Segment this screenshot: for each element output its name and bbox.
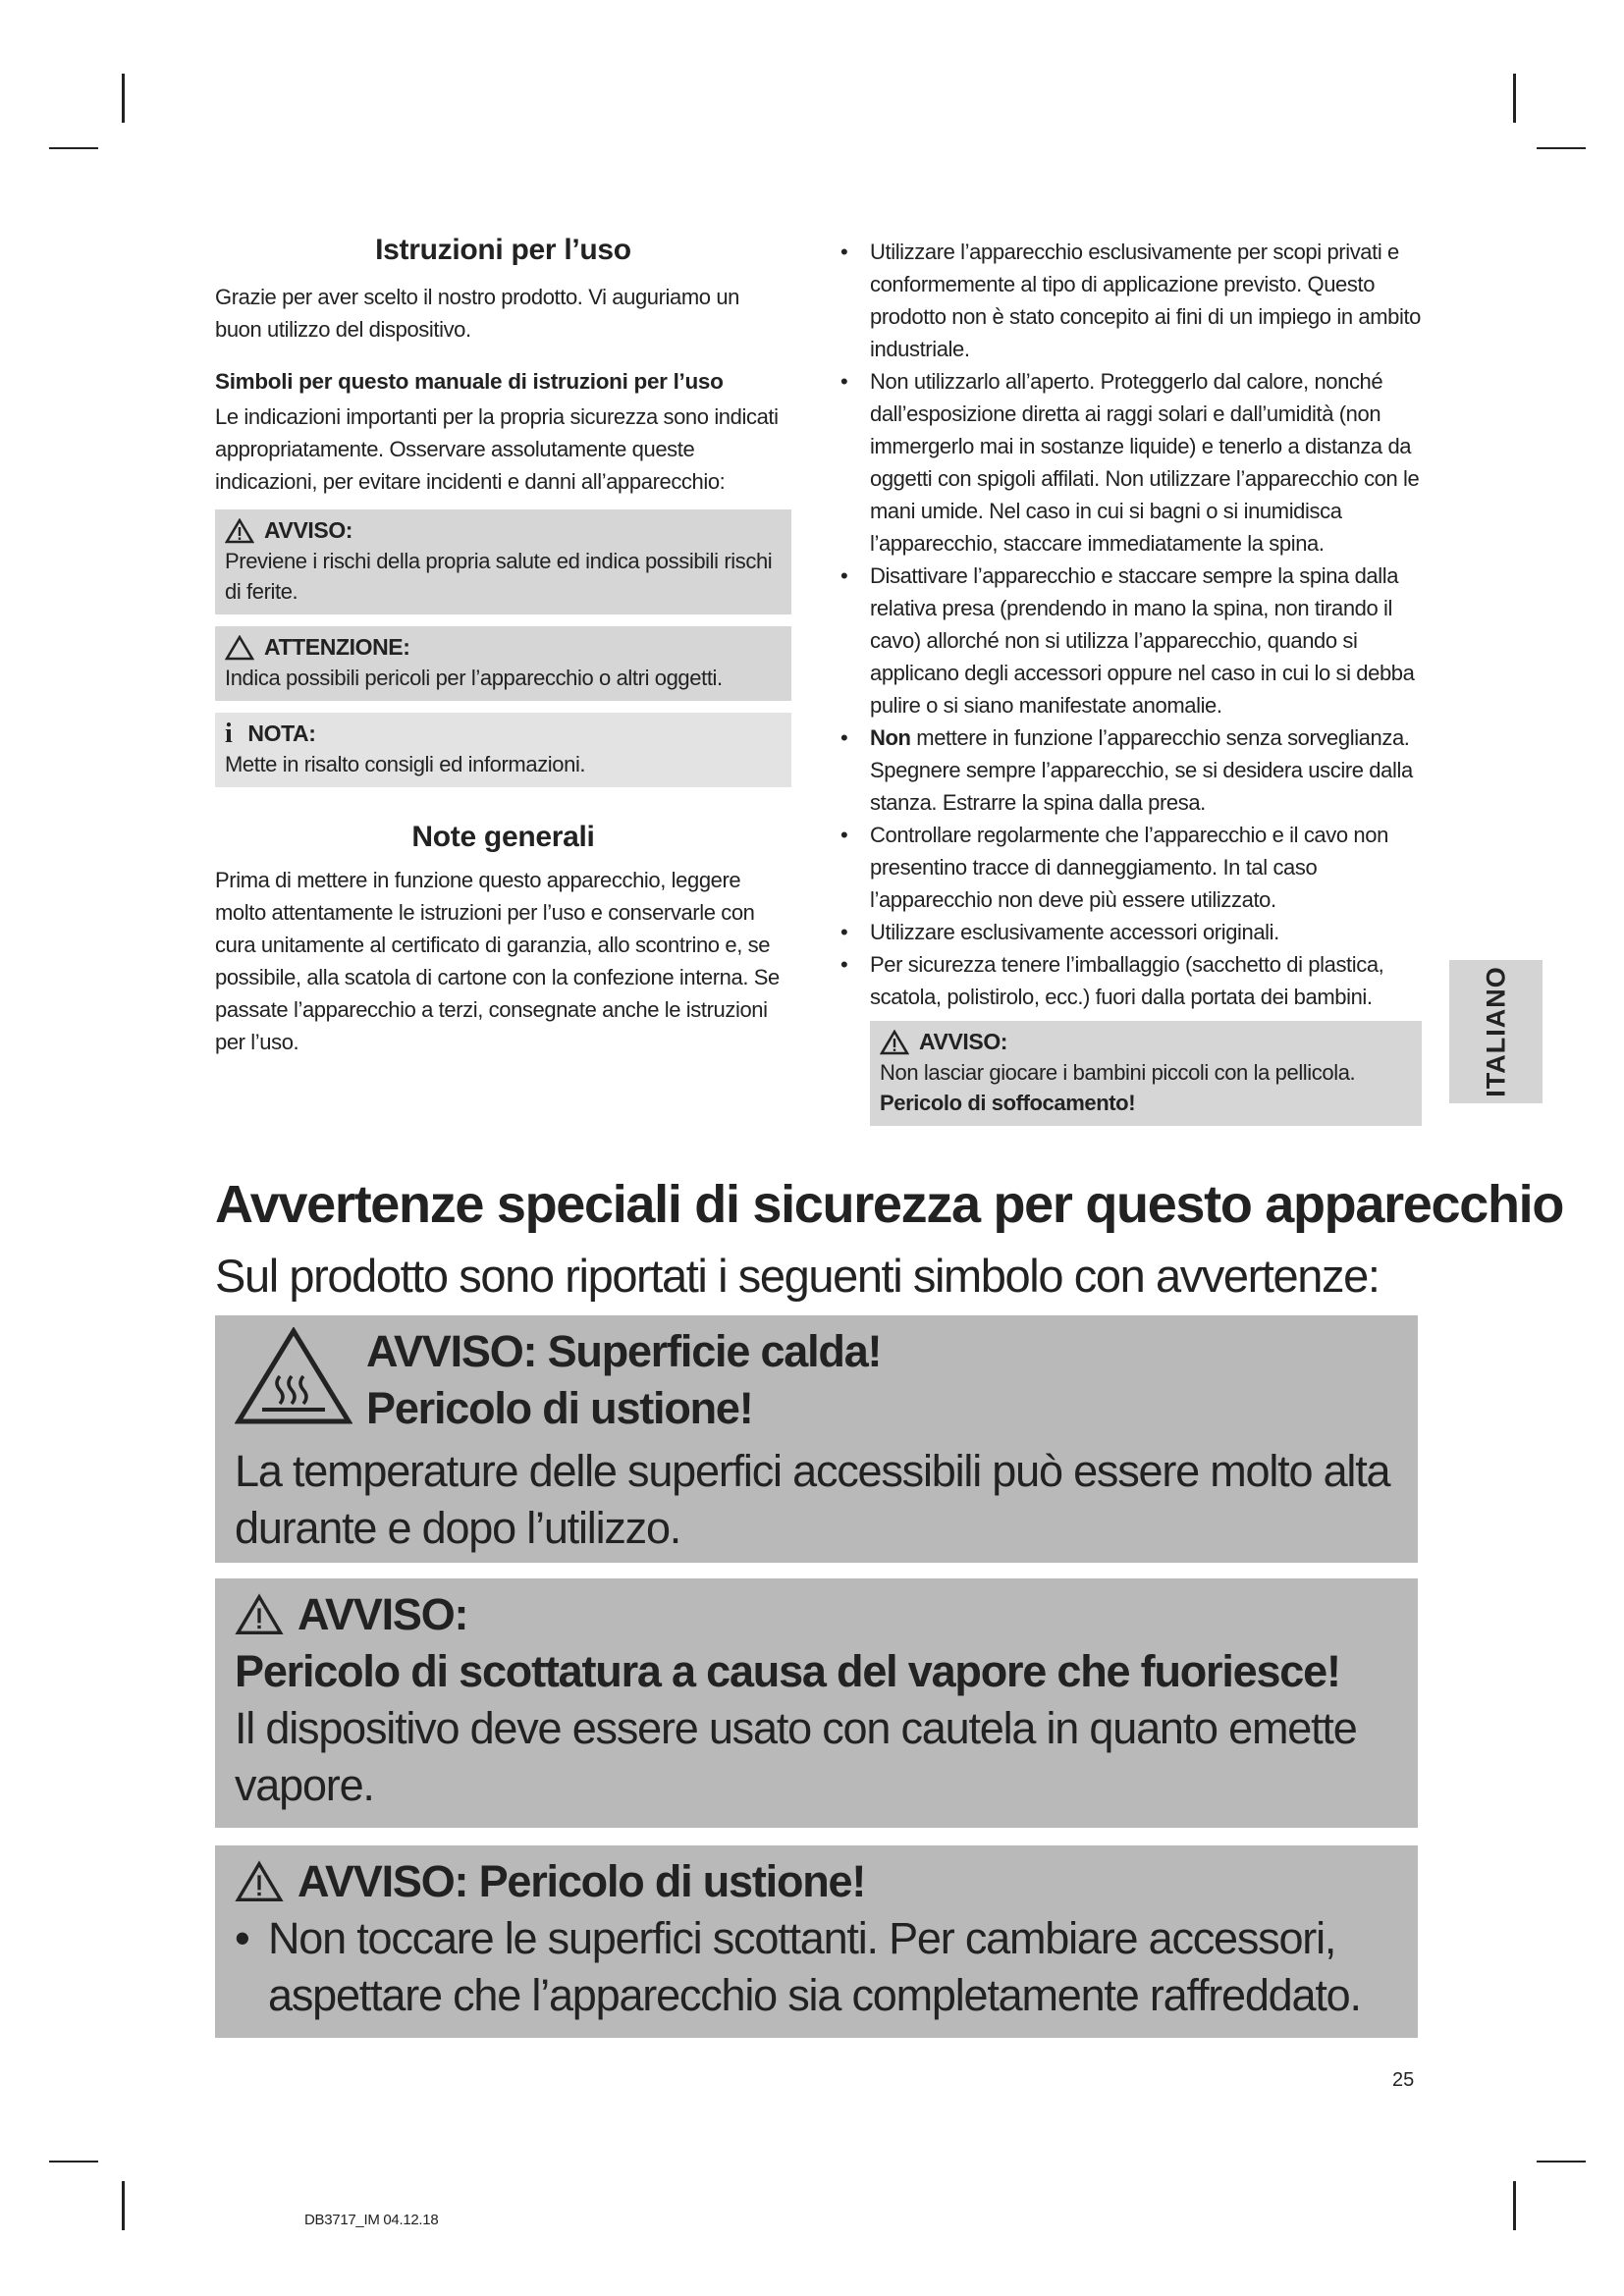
caution-icon	[225, 635, 254, 661]
language-tab-label: ITALIANO	[1481, 966, 1510, 1097]
warning-icon	[225, 518, 254, 544]
list-item: • Non utilizzarlo all’aperto. Proteggerlo dal calore, nonché dall’esposizione diretta ai raggi solari e dall’umidità (non immergerlo mai in sostanze liquide) e tenerlo a distanza da oggetti con spigoli affilati. Non utilizzare l’apparecchio con le mani umide. Nel caso in cui si bagni o si inumidisca l’apparecchio, staccare immediatamente la spina.	[833, 365, 1422, 560]
nota-title: NOTA:	[247, 721, 316, 746]
page-number: 25	[1392, 2069, 1415, 2091]
children-warning-text: Non lasciar giocare i bambini piccoli con la pellicola.	[880, 1060, 1356, 1085]
nota-text: Mette in risalto consigli ed informazioni.	[225, 752, 586, 776]
crop-mark	[1513, 2181, 1516, 2230]
list-item: • Utilizzare esclusivamente accessori originali.	[833, 916, 1422, 948]
burn-warning-item	[235, 1910, 1398, 2024]
hot-surface-subtitle: Pericolo di ustione!	[366, 1383, 753, 1433]
attenzione-text: Indica possibili pericoli per l’apparecchio o altri oggetti.	[225, 666, 723, 690]
steam-warning-subtitle: Pericolo di scottatura a causa del vapore che fuoriesce!	[235, 1646, 1340, 1696]
children-warning-title: AVVISO:	[919, 1029, 1008, 1054]
steam-warning-text: Il dispositivo deve essere usato con cautela in quanto emette vapore.	[235, 1703, 1357, 1810]
warning-icon	[235, 1860, 284, 1903]
burn-warning-title: AVVISO: Pericolo di ustione!	[298, 1856, 866, 1906]
avviso-text: Previene i rischi della propria salute ed indica possibili rischi di ferite.	[225, 549, 773, 604]
children-warning-box	[870, 1021, 1422, 1126]
list-item	[833, 721, 1422, 819]
hot-surface-box	[215, 1315, 1418, 1563]
special-warnings-subtitle: Sul prodotto sono riportati i seguenti simbolo con avvertenze:	[215, 1250, 1380, 1302]
attenzione-title: ATTENZIONE:	[264, 634, 410, 660]
steam-warning-title: AVVISO:	[298, 1589, 468, 1639]
avviso-title: AVVISO:	[264, 517, 353, 543]
nota-box	[215, 713, 791, 787]
list-item: • Utilizzare l’apparecchio esclusivamente per scopi privati e conformemente al tipo di applicazione previsto. Questo prodotto non è stato concepito ai fini di un impiego in ambito industriale.	[833, 236, 1422, 365]
bold-word: Non	[870, 725, 911, 750]
crop-mark	[1537, 2161, 1586, 2163]
symbols-heading: Simboli per questo manuale di istruzioni per l’uso	[215, 369, 724, 394]
crop-mark	[49, 147, 98, 149]
footer-code: DB3717_IM 04.12.18	[304, 2212, 439, 2228]
list-item-text: mettere in funzione l’apparecchio senza sorveglianza. Spegnere sempre l’apparecchio, se si desidera uscire dalla stanza. Estrarre la spina dalla presa.	[870, 725, 1413, 815]
list-item: • Controllare regolarmente che l’apparecchio e il cavo non presentino tracce di danneggiamento. In tal caso l’apparecchio non deve più essere utilizzato.	[833, 819, 1422, 916]
general-text: Prima di mettere in funzione questo apparecchio, leggere molto attentamente le istruzioni per l’uso e conservarle con cura unitamente al certificato di garanzia, allo scontrino e, se possibile, alla scatola di cartone con la confezione interna. Se passate l’apparecchio a terzi, consegnate anche le istruzioni per l’uso.	[215, 868, 780, 1054]
attenzione-box	[215, 626, 791, 701]
hot-surface-title: AVVISO: Superficie calda!	[366, 1326, 882, 1376]
right-column	[833, 236, 1422, 1126]
warning-icon	[880, 1030, 909, 1055]
steam-warning-box	[215, 1578, 1418, 1828]
crop-mark	[1537, 147, 1586, 149]
hot-surface-text: La temperature delle superfici accessibili può essere molto alta durante e dopo l’utilizzo.	[235, 1446, 1390, 1553]
list-item: • Disattivare l’apparecchio e staccare sempre la spina dalla relativa presa (prendendo in mano la spina, non tirando il cavo) allorché non si utilizza l’apparecchio, quando si applicano degli accessori oppure nel caso in cui lo si debba pulire o si siano manifestate anomalie.	[833, 560, 1422, 721]
crop-mark	[1513, 74, 1516, 123]
symbols-text: Le indicazioni importanti per la propria sicurezza sono indicati appropriatamente. Osservare assolutamente queste indicazioni, per evitare incidenti e danni all’apparecchio:	[215, 404, 779, 494]
list-item: • Per sicurezza tenere l’imballaggio (sacchetto di plastica, scatola, polistirolo, ecc.) fuori dalla portata dei bambini.	[833, 948, 1422, 1013]
warning-icon	[235, 1593, 284, 1636]
info-icon: i	[225, 719, 233, 749]
intro-text: Grazie per aver scelto il nostro prodotto. Vi auguriamo un buon utilizzo del dispositivo.	[215, 285, 740, 342]
burn-warning-box	[215, 1845, 1418, 2038]
bullet: •	[235, 1913, 249, 1963]
language-tab	[1449, 960, 1543, 1103]
children-warning-bold: Pericolo di soffocamento!	[880, 1091, 1136, 1115]
hot-surface-icon	[235, 1327, 352, 1425]
left-column	[215, 234, 791, 1058]
crop-mark	[49, 2161, 98, 2163]
avviso-box	[215, 509, 791, 614]
page-title: Istruzioni per l’uso	[375, 234, 631, 266]
crop-mark	[122, 74, 125, 123]
burn-warning-text: Non toccare le superfici scottanti. Per cambiare accessori, aspettare che l’apparecchio sia completamente raffreddato.	[268, 1913, 1361, 2020]
general-title: Note generali	[411, 821, 595, 853]
crop-mark	[122, 2181, 125, 2230]
special-warnings-title: Avvertenze speciali di sicurezza per questo apparecchio	[215, 1175, 1564, 1234]
